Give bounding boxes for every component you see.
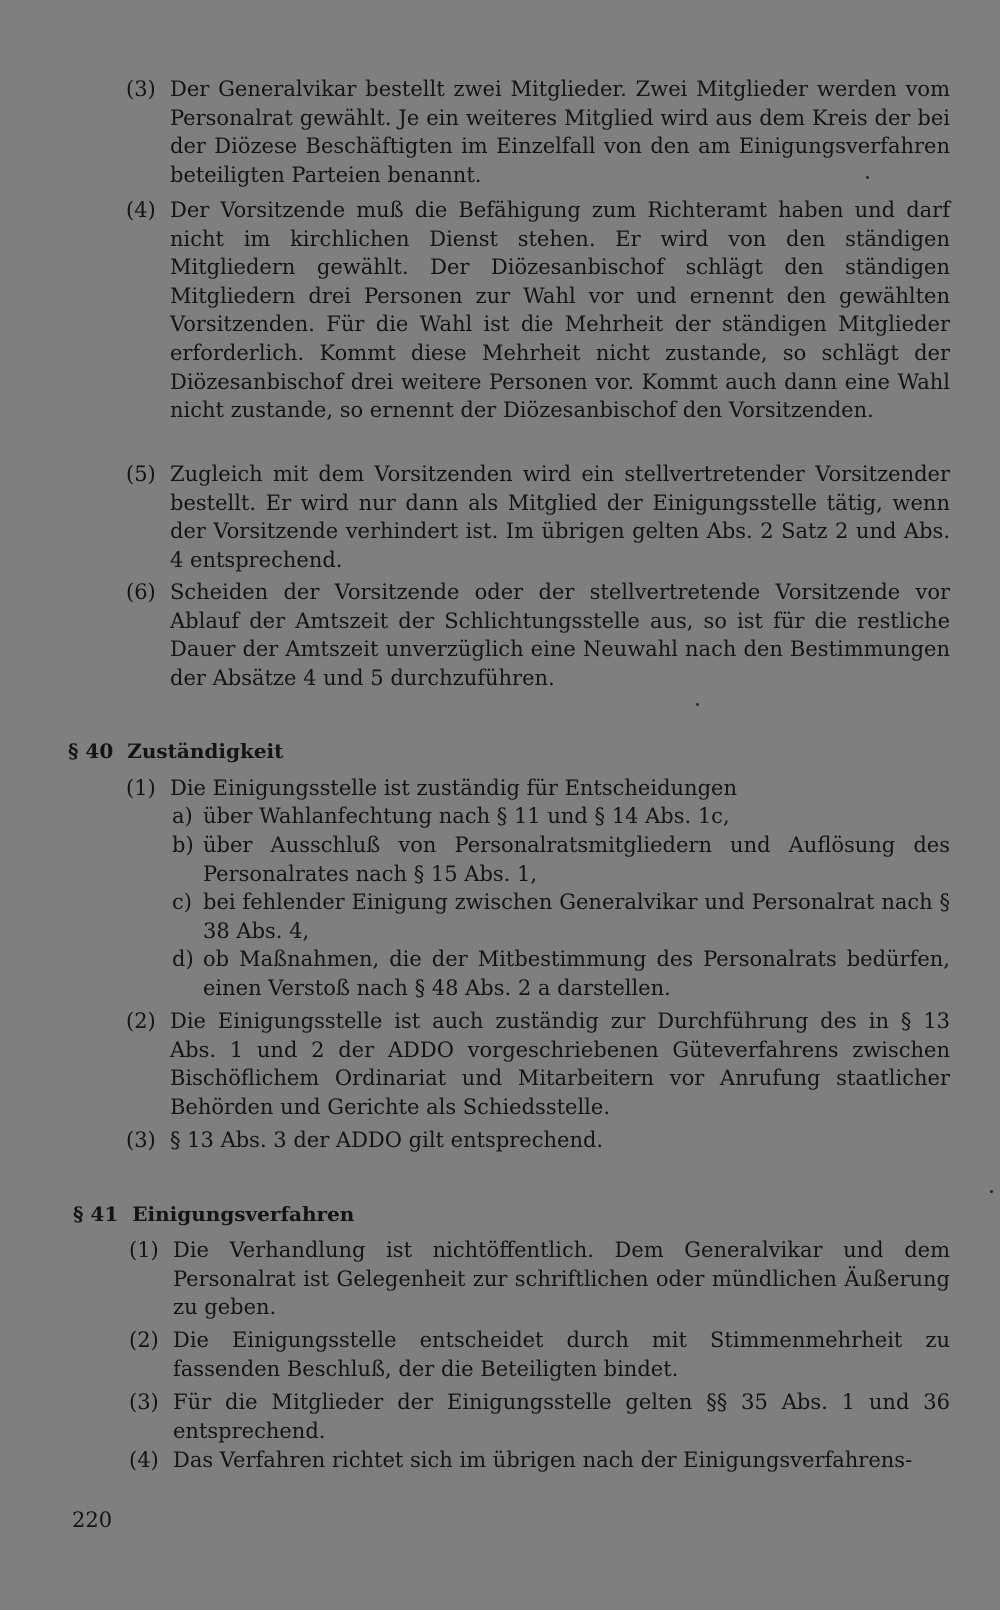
paragraph-number: (3) [129,1390,159,1414]
list-item-text: ob Maßnahmen, die der Mitbestimmung des Personalrats bedürfen, einen Verstoß nach § 48 Abs. 2 a darstellen. [203,947,950,1000]
section-40-paragraph-1 [126,774,950,803]
paragraph-number: (1) [126,776,156,800]
paragraph-number: (3) [126,77,156,101]
list-item-c [172,888,950,945]
section-40-paragraph-3 [126,1126,950,1155]
paragraph-number: (2) [126,1009,156,1033]
paragraph-text: Die Einigungsstelle entscheidet durch mit Stimmenmehrheit zu fassenden Beschluß, der die Beteiligten bindet. [173,1328,950,1381]
section-41-paragraph-1 [129,1236,950,1322]
paragraph-number: (1) [129,1238,159,1262]
paragraph-text: Der Generalvikar bestellt zwei Mitglieder. Zwei Mitglieder werden vom Personalrat gewählt. Je ein weiteres Mitglied wird aus dem Kreis der bei der Diözese Beschäftigten im Einzelfall von den am Einigungsverfahren beteiligten Parteien benannt. [170,77,950,187]
section-41-heading [73,1200,354,1228]
scan-speck [696,703,699,706]
paragraph-text: Scheiden der Vorsitzende oder der stellvertretende Vorsitzende vor Ablauf der Amtszeit der Schlichtungsstelle aus, so ist für die restliche Dauer der Amtszeit unverzüglich eine Neuwahl nach den Bestimmungen der Absätze 4 und 5 durchzuführen. [170,580,950,690]
section-number: § 41 [73,1202,119,1226]
list-item-letter: d) [172,947,194,971]
section-40-paragraph-2 [126,1007,950,1121]
paragraph-number: (3) [126,1128,156,1152]
section-title: Zuständigkeit [127,739,284,763]
section-41-paragraph-3 [129,1388,950,1445]
paragraph-number: (5) [126,462,156,486]
paragraph-number: (2) [129,1328,159,1352]
paragraph-text: Der Vorsitzende muß die Befähigung zum Richteramt haben und darf nicht im kirchlichen Dienst stehen. Er wird von den ständigen Mitgliedern gewählt. Der Diözesanbischof schlägt den ständigen Mitgliedern drei Personen zur Wahl vor und ernennt den gewählten Vorsitzenden. Für die Wahl ist die Mehrheit der ständigen Mitglieder erforderlich. Kommt diese Mehrheit nicht zustande, so schlägt der Diözesanbischof drei weitere Personen vor. Kommt auch dann eine Wahl nicht zustande, so ernennt der Diözesanbischof den Vorsitzenden. [170,198,950,423]
scan-speck [866,176,869,179]
paragraph-text: Das Verfahren richtet sich im übrigen nach der Einigungsverfahrens- [173,1448,913,1472]
section-number: § 40 [68,739,114,763]
paragraph-text: § 13 Abs. 3 der ADDO gilt entsprechend. [170,1128,604,1152]
section-title: Einigungsverfahren [132,1202,355,1226]
scan-speck [990,1190,993,1193]
paragraph-text: Die Verhandlung ist nichtöffentlich. Dem Generalvikar und dem Personalrat ist Gelegenheit zur schriftlichen oder mündlichen Äußerung zu geben. [173,1238,950,1320]
list-item-text: über Ausschluß von Personalratsmitgliedern und Auflösung des Personalrates nach § 15 Abs. 1, [203,833,950,886]
section-41-paragraph-4 [129,1446,950,1475]
list-item-text: bei fehlender Einigung zwischen Generalvikar und Personalrat nach § 38 Abs. 4, [203,890,950,943]
paragraph-text: Für die Mitglieder der Einigungsstelle gelten §§ 35 Abs. 1 und 36 entsprechend. [173,1390,950,1443]
paragraph-number: (4) [126,198,156,222]
paragraph-text: Zugleich mit dem Vorsitzenden wird ein stellvertretender Vorsitzender bestellt. Er wird nur dann als Mitglied der Einigungsstelle tätig, wenn der Vorsitzende verhindert ist. Im übrigen gelten Abs. 2 Satz 2 und Abs. 4 entsprechend. [170,462,950,572]
list-item-b [172,831,950,888]
section-41-paragraph-2 [129,1326,950,1383]
list-item-letter: a) [172,804,193,828]
page-number: 220 [72,1508,113,1532]
paragraph-6-reelection [126,578,950,692]
list-item-letter: c) [172,890,192,914]
list-item-a [172,802,950,831]
paragraph-text: Die Einigungsstelle ist zuständig für Entscheidungen [170,776,737,800]
list-item-letter: b) [172,833,194,857]
paragraph-4-chairman [126,196,950,425]
section-40-heading [68,737,283,765]
list-item-text: über Wahlanfechtung nach § 11 und § 14 Abs. 1c, [203,804,730,828]
list-item-d [172,945,950,1002]
paragraph-number: (6) [126,580,156,604]
paragraph-text: Die Einigungsstelle ist auch zuständig zur Durchführung des in § 13 Abs. 1 und 2 der ADDO vorgeschriebenen Güteverfahrens zwischen Bischöflichem Ordinariat und Mitarbeitern vor Anrufung staatlicher Behörden und Gerichte als Schiedsstelle. [170,1009,950,1119]
paragraph-3-appointment [126,75,950,189]
paragraph-number: (4) [129,1448,159,1472]
paragraph-5-deputy [126,460,950,574]
